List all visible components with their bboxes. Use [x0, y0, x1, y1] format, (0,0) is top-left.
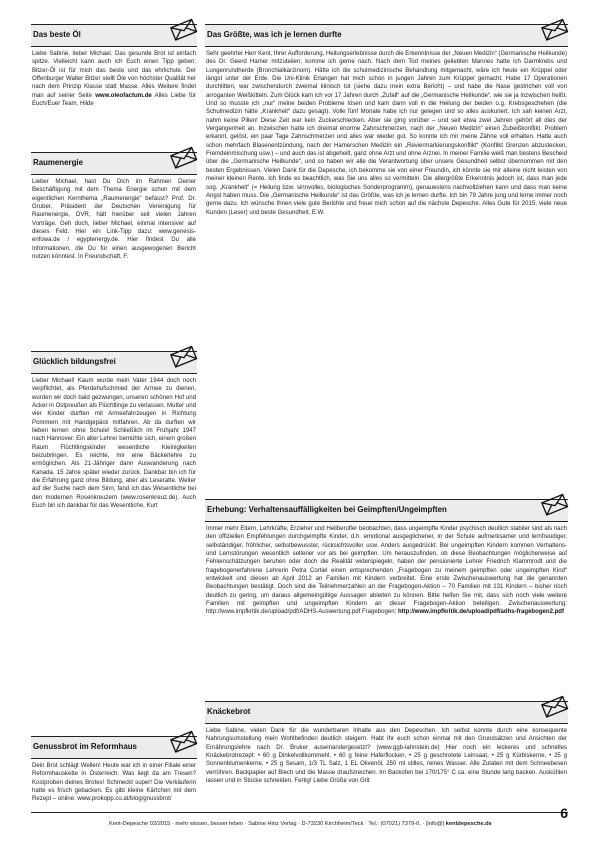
right-column [205, 24, 568, 785]
letter-gluecklich-bildungsfrei [31, 351, 197, 731]
article-header [31, 152, 197, 175]
article-title: Erhebung: Verhaltensauffälligkeiten bei Geimpften/Ungeimpften [207, 505, 447, 514]
article-header [205, 701, 568, 724]
article-erhebung [205, 499, 568, 689]
letter-raumenergie [31, 152, 197, 346]
letter-das-beste-oel [31, 24, 197, 146]
article-body: Dein Brot schlägt Wellen! Heute war ich in einer Filiale einer Reformhauskette in Österreich. Was liegt da am Tresen? Kostproben deines Brotes! Schmeckt super! Die Verkäuferin hatte es frisch gebacken. Es gibt kleine Kärtchen mit dem Rezept – online: www.prokopp.co.at/blog/gnussbrot/ [32, 763, 196, 803]
fragebogen-label: Fragebogen: [361, 609, 397, 616]
envelope-icon [169, 726, 197, 754]
footer-imprint: Kent-Depesche 02/2015 · mehr wissen, besser leben · Sabine Hinz Verlag · D-73230 Kirchheim/Teck · Tel.: (07021) 7379-0, · [info@] [109, 821, 446, 827]
article-title: Das Größte, was ich je lernen durfte [207, 30, 342, 39]
article-title: Raumenergie [33, 158, 83, 167]
article-body [31, 50, 197, 146]
article-body: Lieber Michael! Kaum wurde mein Vater 1944 doch noch verpflichtet, als Pferdehufschmied der Armee zu dienen, wurden wir doch bald gezwungen, unseren schönen Hof und Acker in Ostpreußen als Flüchtlinge zu verlassen. Mutter und vier Kinder durften mit Armeefahrzeugen in Richtung Pommern mit Handgepäck mitfahren. Ab da durften wir lieben lernen ohne Schule! Schließlich im Frühjahr 1947 nach Hannover. Ein alter Lehrer bemühte sich, einem großen Raum Flüchtlingskinder wesentliche Kleinigkeiten beizubringen. Es reichte, mir eine Bäckerlehre zu ermöglichen. Als 21-Jähriger dann Auswanderung nach Kanada. 15 Jahre später wieder zurück. Dankbar bin ich für die Erfahrung ganz ohne Bildung, aber als Leseratte. Weiter auf der Suche nach dem Sinn, fand ich das Wesentliche bei den modernen Rosenkreuzern (www.rosenkreuz.de). Auch Euch bin ich dankbar für das Wesentliche, Kurt [32, 378, 196, 510]
oleofactum-link[interactable]: www.oleofactum.de [95, 92, 152, 99]
article-title: Genussbrot im Reformhaus [33, 742, 137, 751]
article-title: Das beste Öl [33, 30, 81, 39]
article-header [205, 499, 568, 522]
envelope-icon [169, 14, 197, 42]
article-body: Liebe Sabine, vielen Dank für die wunderbaren Inhalte aus den Depeschen. Ich selbst konnte durch eine konsequente Nahrungsumstellung mein Wohlbefinden deutlich steigern. Habt Ihr euch schon einmal mit den Grundsätzen und Ansichten der Ernährungslehre nach Dr. Bruker auseinandergesetzt? (www.ggb-lahnstein.de) Hier noch ein leckeres und schnelles Knäckebrotrezept: • 60 g Dinkelvollkornmehl, • 60 g feine Haferflocken, • 25 g geschrotete Leinsaat, • 25 g Kürbiskerne, • 25 g Sonnenblumenkerne, • 25 g Sesam, 1/3 TL Salz, 1 EL Olivenöl, 250 ml stilles, reines Wasser. Alle Zutaten mit dem Schneebesen verrühren. Backpapier auf Blech und die Masse draufstreichen. Im Backofen bei 170/175° C ca. eine Stunde lang backen. Auskühlen lassen und in Stücke schneiden. Fertig! Liebe Grüße von Grit [206, 728, 567, 785]
letter-das-groesste [205, 24, 568, 487]
envelope-icon [540, 691, 568, 719]
article-title: Glücklich bildungsfrei [33, 357, 116, 366]
fragebogen-link[interactable]: http://www.impfkritik.de/upload/pdf/adhs-fragebogen2.pdf [397, 609, 565, 616]
article-body: Lieber Michael, hast Du Dich im Rahmen Deiner Beschäftigung mit dem Thema Energie schon mit dem eigentlichen Kernthema „Raumenergie“ befasst? Prof. Dr. Gruber, Präsident der Deutschen Vereinigung für Raumenergie, DVR, hält hierüber seit vielen Jahren Vorträge. Geh doch, lieber Michael, einmal intensiver auf dieses Feld. Hier ein Link-Tipp dazu: www.genesis-enfowa.de / egyptenergy.de. Hier findest Du alle Informationen, die Du für einen ausgewogenen Bericht nutzen könntest. In Freundschaft, F. [32, 179, 196, 261]
article-title: Knäckebrot [207, 707, 251, 716]
page-number: 6 [560, 805, 568, 821]
article-header [31, 24, 197, 47]
article-header [205, 24, 568, 47]
footer-text [109, 821, 492, 827]
article-header [31, 736, 197, 759]
article-text: Liebe Sabine, lieber Michael. Das gesunde Brot ist einfach spitze. Vielleicht kann auch ich Euch einen Tipp geben: Bitzer-Öl ist für mich das beste und das ehrlichste. Der Offenburger Walter Bitzer stellt Öle von höchster Qualität her nach dem Prinzip Klasse statt Masse. Alles Weitere findet man auf seiner Seite [32, 51, 196, 99]
article-body [205, 525, 568, 689]
envelope-icon [169, 142, 197, 170]
article-closing: Alles Liebe für Euch/Euer Team, Hilde [32, 92, 197, 108]
envelope-icon [540, 14, 568, 42]
left-column [31, 24, 197, 803]
envelope-icon [169, 341, 197, 369]
page-footer [31, 805, 568, 835]
footer-site[interactable]: kentdepesche.de [445, 821, 492, 827]
article-header [31, 351, 197, 374]
envelope-icon [540, 489, 568, 517]
article-body: Sehr geehrter Herr Kent, Ihrer Aufforderung, Heilungserlebnisse durch die Erkenntnisse der „Neuen Medizin“ (Germanische Heilkunde) des Dr. Geerd Hamer mitzuteilen, komme ich gerne nach. Nach dem Tod meines geliebten Mannes hatte ich Darmkrebs und Lungenrundherde (Bronchialkarzinom). Hätte ich die schulmedizinische Behandlung mitgemacht, wäre ich heute ein Krüppel oder längst unter der Erde. Die Uni-Klinik Erlangen hat mich schon in jungen Jahren zum Krüppel gemacht. Habe 17 Operationen durchlitten, war zwischendurch zweimal klinisch tot (siehe dazu mein extra Bericht) – und habe die Nase gestrichen voll von arroganten Weißkitteln. Zum Glück kam ich vor 17 Jahren durch „Zufall“ auf die „Germanische Heilkunde“, wie sie ja inzwischen heißt. Und so musste ich „nur“ meine beiden Probleme lösen und kam dann voll in die Heilung der beiden o.g. Krebsgeschehen (die Schulmedizin hätte „Krankheit“ dazu gesagt). Volle fünf Monate habe ich nur gelegen und so alles auskuriert. Ich sah keinen Arzt, nahm keine Pillen! Diese Zeit war kein Zuckerschlecken. Aber sie ging vorüber – und seit etwa zwei Jahren gehört all dies der Vergangenheit an. Inzwischen hatte ich dreimal enorme Zahnschmerzen, nach der „Neuen Medizin“ einen Zubeißkonflikt. Problem erkannt, gelöst, ein paar Tage Zahnschmerzen und alles war wieder gut. So konnte ich mir meine Zähne voll erhalten. Hatte auch schon mehrfach Blasenentzündung, nach der Hamerschen Medizin ein „Reviermarkierungskonflikt“ (Konflikt Grenzen abzustecken, Fremdeinmischung usw.) – und auch das ist abgeheilt, ganz ohne Arzt und ohne Arznei. In meiner Familie weiß man bestens Bescheid über die „Germanische Heilkunde“, und so haben wir alle die Verantwortung über unsere Gesundheit selbst übernommen mit den besten Ergebnissen. Vielen Dank für die Depesche, ich bekomme sie von einer Freundin, ich könnte sie mir alleine nicht leisten von meiner kleinen Rente. Ich finde es beachtlich, was Sie uns alles so vermitteln. Die allergrößte Erkenntnis jedoch ist, dass man jede sog. „Krankheit“ (= Heilung bzw. sinnvolles, biologisches Sonderprogramm), genauestens nachvollziehen kann und dass man keine Angst haben muss. Die „Germanische Heilkunde“ ist das Größte, was ich je lernen durfte. Ich bin 79 Jahre jung und lerne immer noch gerne dazu. Ich wünsche Ihnen viele gute Berichte und freue mich schon auf die nächste Depesche. Alles Gute für 2015, viele neue Kunden (Leser) und beste Gesundheit, E.W. [206, 51, 567, 216]
article-text: Immer mehr Eltern, Lehrkräfte, Erzieher und Heilberufler beobachten, dass ungeimpfte Kinder psychisch deutlich stabiler sind als nach den offiziellen Empfehlungen durchgeimpfte Kinder, d.h. emotional ausgeglichener, in der Schule aufmerksamer und lernfreudiger, selbständiger, fröhlicher, selbstbewusster, rücksichtsvoller usw. Anders ausgedrückt: Bei ungeimpften Kindern kommen Verhaltens- und Lernstörungen wesentlich seltener vor als bei geimpften. Um herauszufinden, ob diese Beobachtungen möglicherweise auf Fehleinschätzungen beruhen oder doch die Realität widerspiegeln, haben der pensionierte Lehrer Friedrich Klammrodt und die fragebogenerfahrene Lehrerin Petra Cortiel einen entsprechenden „Fragebogen zu meinem geimpften oder ungeimpften Kind“ entwickelt und diesen ab April 2012 an Familien mit Kindern verbreitet. Eine erste Zwischenauswertung hat die genannten Beobachtungen bestätigt. Doch sind die Teilnehmerzahlen an der Fragebogen-Aktion – 70 Familien mit 131 Kindern – bisher noch deutlich zu gering, um daraus allgemeingültige Aussagen ableiten zu können. Bitte helfen Sie mit, dass sich noch viele weitere Familien mit geimpften und ungeimpften Kindern an dieser Fragebogen-Aktion beteiligen. Zwischenauswertung: http://www.impfkritik.de/upload/pdf/ADHS-Auswertung.pdf [206, 526, 567, 616]
